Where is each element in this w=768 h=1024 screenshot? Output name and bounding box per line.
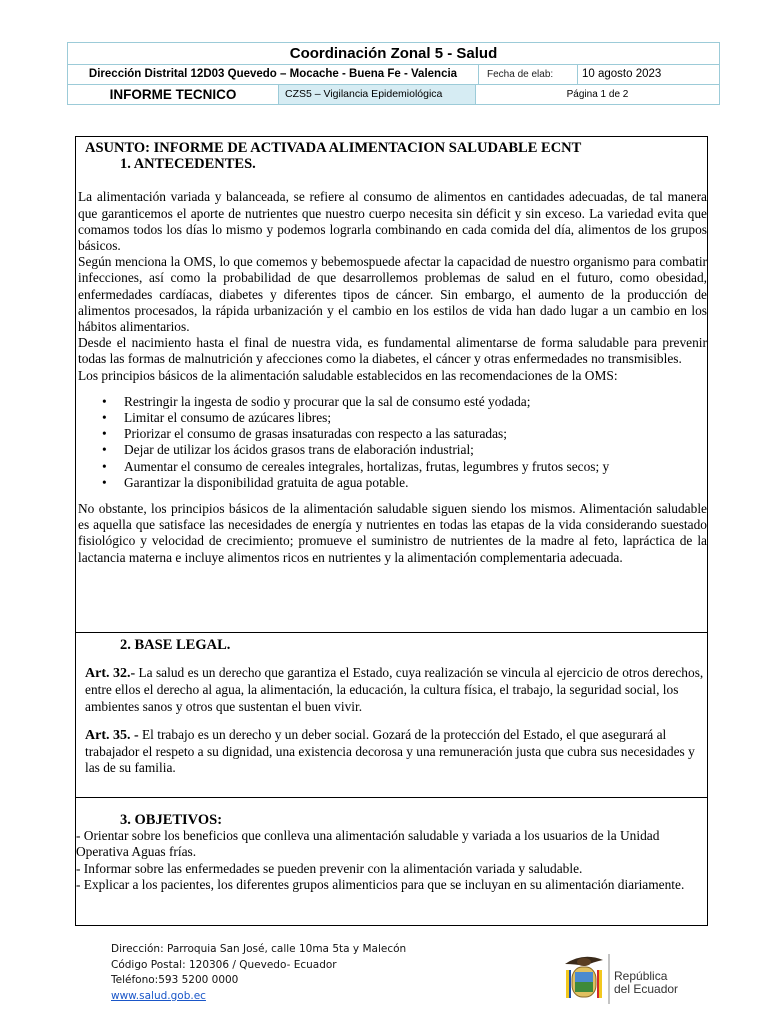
fecha-value: 10 agosto 2023 — [577, 65, 719, 84]
list-item: • Restringir la ingesta de sodio y procurar que la sal de consumo esté yodada; — [124, 394, 707, 410]
oms-principles-list — [76, 394, 707, 491]
republica-ecuador-logo-text — [614, 970, 678, 996]
section-objetivos — [76, 798, 707, 893]
art-35-text: El trabajo es un derecho y un deber social. Gozará de la protección del Estado, el que asegurará al trabajador el respeto a su dignidad, una existencia decorosa y una remuneración justa que cubra sus necesidades y las de su familia. — [85, 726, 695, 776]
logo-line-2: del Ecuador — [614, 982, 679, 996]
header-direccion: Dirección Distrital 12D03 Quevedo – Mocache - Buena Fe - Valencia — [88, 68, 458, 80]
list-item: • Limitar el consumo de azúcares libres; — [124, 410, 707, 426]
list-item: • Aumentar el consumo de cereales integrales, hortalizas, frutas, legumbres y frutos secos; y — [124, 459, 707, 475]
objetivo-item: - Orientar sobre los beneficios que conlleva una alimentación saludable y variada a los usuarios de la Unidad Operativa Aguas frías. — [76, 828, 660, 860]
asunto-title: ASUNTO: INFORME DE ACTIVADA ALIMENTACION SALUDABLE ECNT — [85, 140, 582, 156]
section-antecedentes — [76, 137, 707, 633]
art-32 — [76, 665, 707, 715]
antecedentes-paragraph-1: La alimentación variada y balanceada, se refiere al consumo de alimentos en cantidades adecuadas, de tal manera que garanticemos el aporte de nutrientes que nuestro cuerpo necesita sin déficit y sin exceso. La variedad evita que comamos todos los días lo mismo y podemos lograrla combinando en cada comida del día, alimentos de los grupos básicos. — [78, 189, 707, 254]
art-35 — [76, 727, 707, 777]
informe-tipo: INFORME TECNICO — [109, 87, 237, 102]
objetivos-heading: 3. OBJETIVOS: — [120, 812, 223, 828]
antecedentes-paragraph-2: Según menciona la OMS, lo que comemos y bebemospuede afectar la capacidad de nuestro organismo para combatir infecciones, así como la probabilidad de que desarrollemos problemas de salud en el futuro, como obesidad, enfermedades cardíacas, diabetes y diferentes tipos de cáncer. Sin embargo, el aumento de la producción de alimentos procesados, la rápida urbanización y el cambio en los estilos de vida han dado lugar a un cambio en los hábitos alimentarios. — [78, 254, 707, 335]
report-body — [75, 136, 708, 926]
document-header-table — [67, 42, 720, 105]
logo-line-1: República — [614, 969, 668, 983]
base-legal-heading: 2. BASE LEGAL. — [120, 637, 231, 653]
antecedentes-paragraph-4: Los principios básicos de la alimentación saludable establecidos en las recomendaciones de la OMS: — [78, 367, 618, 383]
objetivo-item: - Explicar a los pacientes, los diferentes grupos alimenticios para que se incluyan en su alimentación diariamente. — [76, 876, 685, 892]
page-number: Página 1 de 2 — [475, 85, 719, 104]
objetivo-item: - Informar sobre las enfermedades se pueden prevenir con la alimentación variada y saludable. — [76, 860, 583, 876]
antecedentes-heading: 1. ANTECEDENTES. — [120, 156, 256, 173]
art-35-label: Art. 35. - — [85, 727, 139, 743]
list-item: • Dejar de utilizar los ácidos grasos trans de elaboración industrial; — [124, 442, 707, 458]
footer-contact — [111, 942, 406, 1004]
fecha-label: Fecha de elab: — [478, 65, 577, 84]
header-title: Coordinación Zonal 5 - Salud — [289, 45, 498, 62]
footer-direccion: Dirección: Parroquia San José, calle 10ma 5ta y Malecón — [111, 943, 407, 955]
art-32-label: Art. 32.- — [85, 666, 136, 682]
section-base-legal — [76, 633, 707, 798]
art-32-text: La salud es un derecho que garantiza el Estado, cuya realización se vincula al ejercicio de otros derechos, entre ellos el derecho al agua, la alimentación, la educación, la cultura física, el trabajo, la seguridad social, los ambientes sanos y otros que sustentan el buen vivir. — [85, 665, 704, 714]
footer-telefono: Teléfono:593 5200 0000 — [111, 974, 239, 986]
footer-postal: Código Postal: 120306 / Quevedo- Ecuador — [111, 958, 337, 971]
area-label: CZS5 – Vigilancia Epidemiológica — [278, 85, 475, 104]
list-item: • Priorizar el consumo de grasas insaturadas con respecto a las saturadas; — [124, 426, 707, 442]
antecedentes-paragraph-3: Desde el nacimiento hasta el final de nuestra vida, es fundamental alimentarse de forma saludable para prevenir todas las formas de malnutrición y afecciones como la diabetes, el cáncer y otras enfermedades no transmisibles. — [78, 335, 707, 367]
antecedentes-paragraph-5: No obstante, los principios básicos de la alimentación saludable siguen siendo los mismos. Alimentación saludable es aquella que satisface las necesidades de energía y nutrientes en todas las etapas de la vida considerando suestado fisiológico y velocidad de crecimiento; promueve el suministro de nutrientes de la madre al feto, lapráctica de la lactancia materna e incluye alimentos ricos en nutrientes y la alimentación complementaria adecuada. — [78, 501, 707, 565]
list-item: • Garantizar la disponibilidad gratuita de agua potable. — [124, 475, 707, 491]
footer-website-link[interactable]: www.salud.gob.ec — [111, 989, 206, 1002]
